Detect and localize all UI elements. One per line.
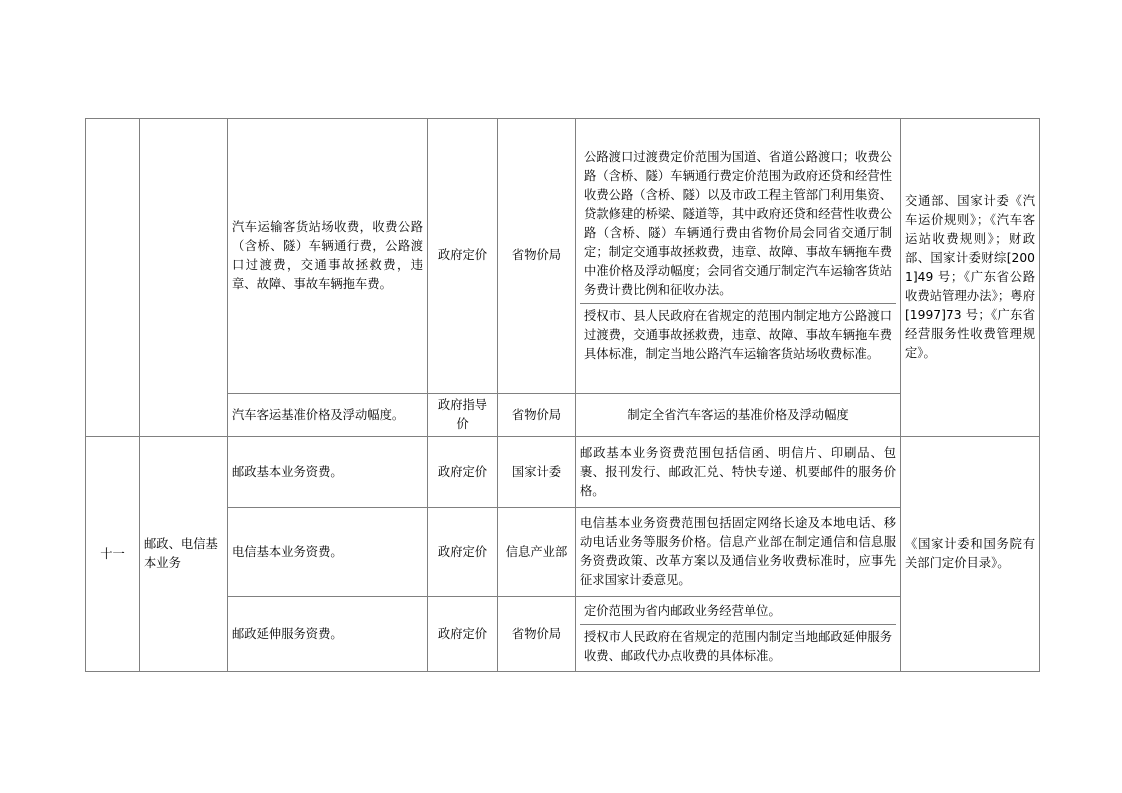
pricing-type-cell: 政府定价 bbox=[428, 597, 498, 672]
section-name-cell bbox=[140, 119, 228, 437]
scope-cell bbox=[576, 119, 901, 394]
scope-cell: 制定全省汽车客运的基准价格及浮动幅度 bbox=[576, 394, 901, 437]
pricing-type-cell: 政府定价 bbox=[428, 119, 498, 394]
authority-cell: 省物价局 bbox=[498, 394, 576, 437]
item-description-cell: 汽车客运基准价格及浮动幅度。 bbox=[228, 394, 428, 437]
item-description-cell: 电信基本业务资费。 bbox=[228, 508, 428, 597]
scope-paragraph: 授权市、县人民政府在省规定的范围内制定地方公路渡口过渡费，交通事故拯救费，违章、故障、事故车辆拖车费具体标准，制定当地公路汽车运输客货站场收费标准。 bbox=[580, 303, 896, 367]
authority-cell: 省物价局 bbox=[498, 597, 576, 672]
scope-cell: 邮政基本业务资费范围包括信函、明信片、印刷品、包裹、报刊发行、邮政汇兑、特快专递、机要邮件的服务价格。 bbox=[576, 437, 901, 508]
legal-basis-cell: 交通部、国家计委《汽车运价规则》；《汽车客运站收费规则》；财政部、国家计委财综[2001]49 号；《广东省公路收费站管理办法》；粤府[1997]73 号；《广东省经营服务性收费管理规定》。 bbox=[901, 119, 1040, 437]
authority-cell: 信息产业部 bbox=[498, 508, 576, 597]
section-name-cell: 邮政、电信基本业务 bbox=[140, 437, 228, 672]
pricing-type-cell: 政府定价 bbox=[428, 437, 498, 508]
legal-basis-cell: 《国家计委和国务院有关部门定价目录》。 bbox=[901, 437, 1040, 672]
table-row bbox=[86, 437, 1040, 508]
scope-paragraph: 定价范围为省内邮政业务经营单位。 bbox=[584, 604, 781, 619]
table-row bbox=[86, 394, 1040, 437]
item-description-cell: 邮政延伸服务资费。 bbox=[228, 597, 428, 672]
item-description-cell: 汽车运输客货站场收费，收费公路（含桥、隧）车辆通行费，公路渡口过渡费，交通事故拯救费，违章、故障、事故车辆拖车费。 bbox=[228, 119, 428, 394]
pricing-type-cell: 政府指导价 bbox=[428, 394, 498, 437]
pricing-type-cell: 政府定价 bbox=[428, 508, 498, 597]
section-number-cell bbox=[86, 119, 140, 437]
section-number-cell: 十一 bbox=[86, 437, 140, 672]
table-row bbox=[86, 597, 1040, 672]
scope-paragraph: 公路渡口过渡费定价范围为国道、省道公路渡口；收费公路（含桥、隧）车辆通行费定价范围为政府还贷和经营性收费公路（含桥、隧）以及市政工程主管部门利用集资、贷款修建的桥梁、隧道等，其中政府还贷和经营性收费公路（含桥、隧）车辆通行费由省物价局会同省交通厅制定；制定交通事故拯救费，违章、故障、事故车辆拖车费中准价格及浮动幅度；会同省交通厅制定汽车运输客货站务费计费比例和征收办法。 bbox=[584, 149, 892, 298]
scope-cell: 电信基本业务资费范围包括固定网络长途及本地电话、移动电话业务等服务价格。信息产业部在制定通信和信息服务资费政策、改革方案以及通信业务收费标准时，应事先征求国家计委意见。 bbox=[576, 508, 901, 597]
authority-cell: 省物价局 bbox=[498, 119, 576, 394]
authority-cell: 国家计委 bbox=[498, 437, 576, 508]
scope-paragraph: 授权市人民政府在省规定的范围内制定当地邮政延伸服务收费、邮政代办点收费的具体标准。 bbox=[580, 624, 896, 669]
table-row bbox=[86, 508, 1040, 597]
item-description-cell: 邮政基本业务资费。 bbox=[228, 437, 428, 508]
scope-cell bbox=[576, 597, 901, 672]
price-catalog-table bbox=[85, 118, 1040, 672]
table-row bbox=[86, 119, 1040, 394]
